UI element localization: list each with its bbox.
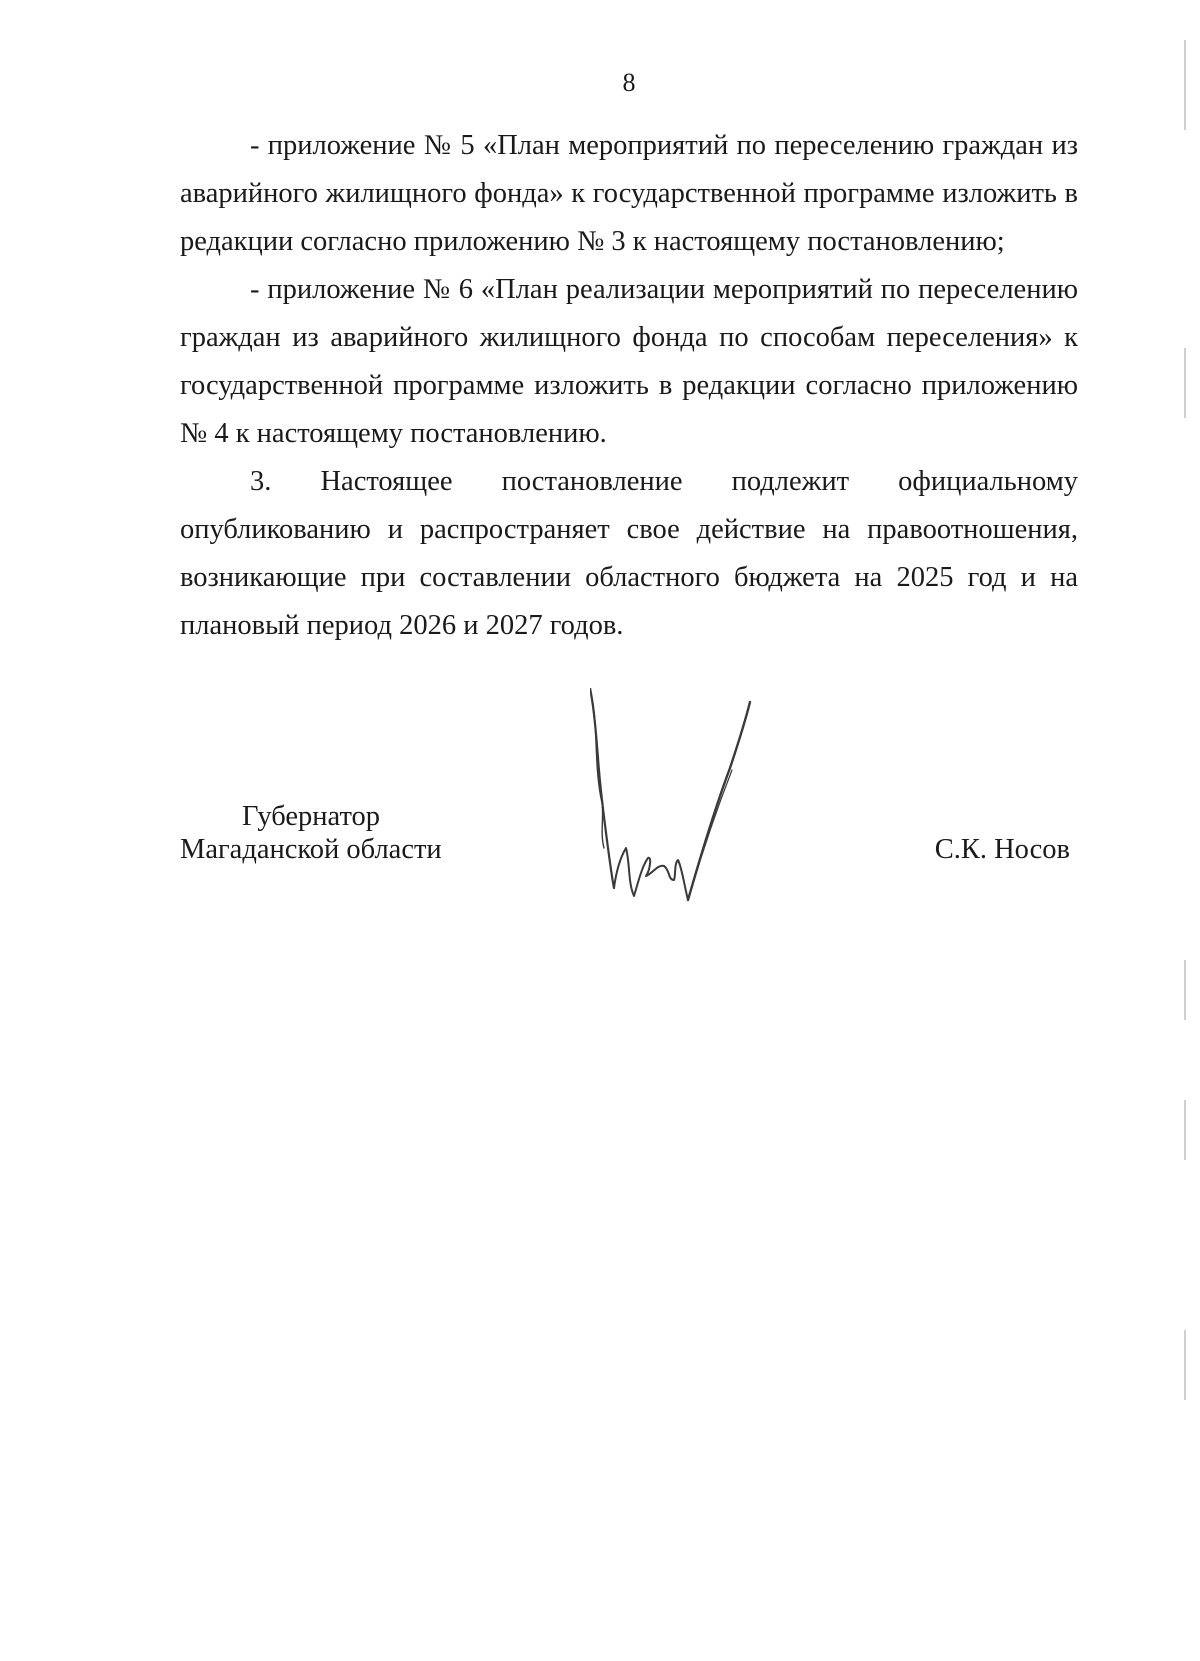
scan-edge-mark-3	[1184, 960, 1186, 1020]
signer-position	[180, 800, 442, 866]
paragraph-appendix-6: - приложение № 6 «План реализации мероприятий по переселению граждан из аварийного жилищного фонда по способам переселения» к государственной программе изложить в редакции согласно приложению № 4 к настоящему постановлению.	[180, 274, 1078, 449]
signature-stroke-tail	[614, 848, 688, 900]
document-body	[180, 122, 1078, 650]
paragraph-clause-3: 3. Настоящее постановление подлежит официальному опубликованию и распространяет свое действие на правоотношения, возникающие при составлении областного бюджета на 2025 год и на плановый период 2026 и 2027 годов.	[180, 466, 1078, 641]
signer-position-line1: Губернатор	[242, 801, 381, 832]
signature-stroke-main	[590, 688, 614, 888]
signer-position-line2: Магаданской области	[180, 834, 442, 865]
page-number: 8	[622, 68, 636, 97]
paragraph-appendix-5: - приложение № 5 «План мероприятий по переселению граждан из аварийного жилищного фонда» к государственной программе изложить в редакции согласно приложению № 3 к настоящему постановлению;	[180, 130, 1078, 257]
signer-name: С.К. Носов	[934, 834, 1070, 865]
handwritten-signature	[590, 688, 790, 918]
scan-edge-mark-5	[1184, 1330, 1186, 1400]
scan-edge-mark-4	[1184, 1100, 1186, 1160]
scan-edge-mark-2	[1184, 348, 1186, 418]
scan-edge-mark-1	[1184, 40, 1186, 130]
